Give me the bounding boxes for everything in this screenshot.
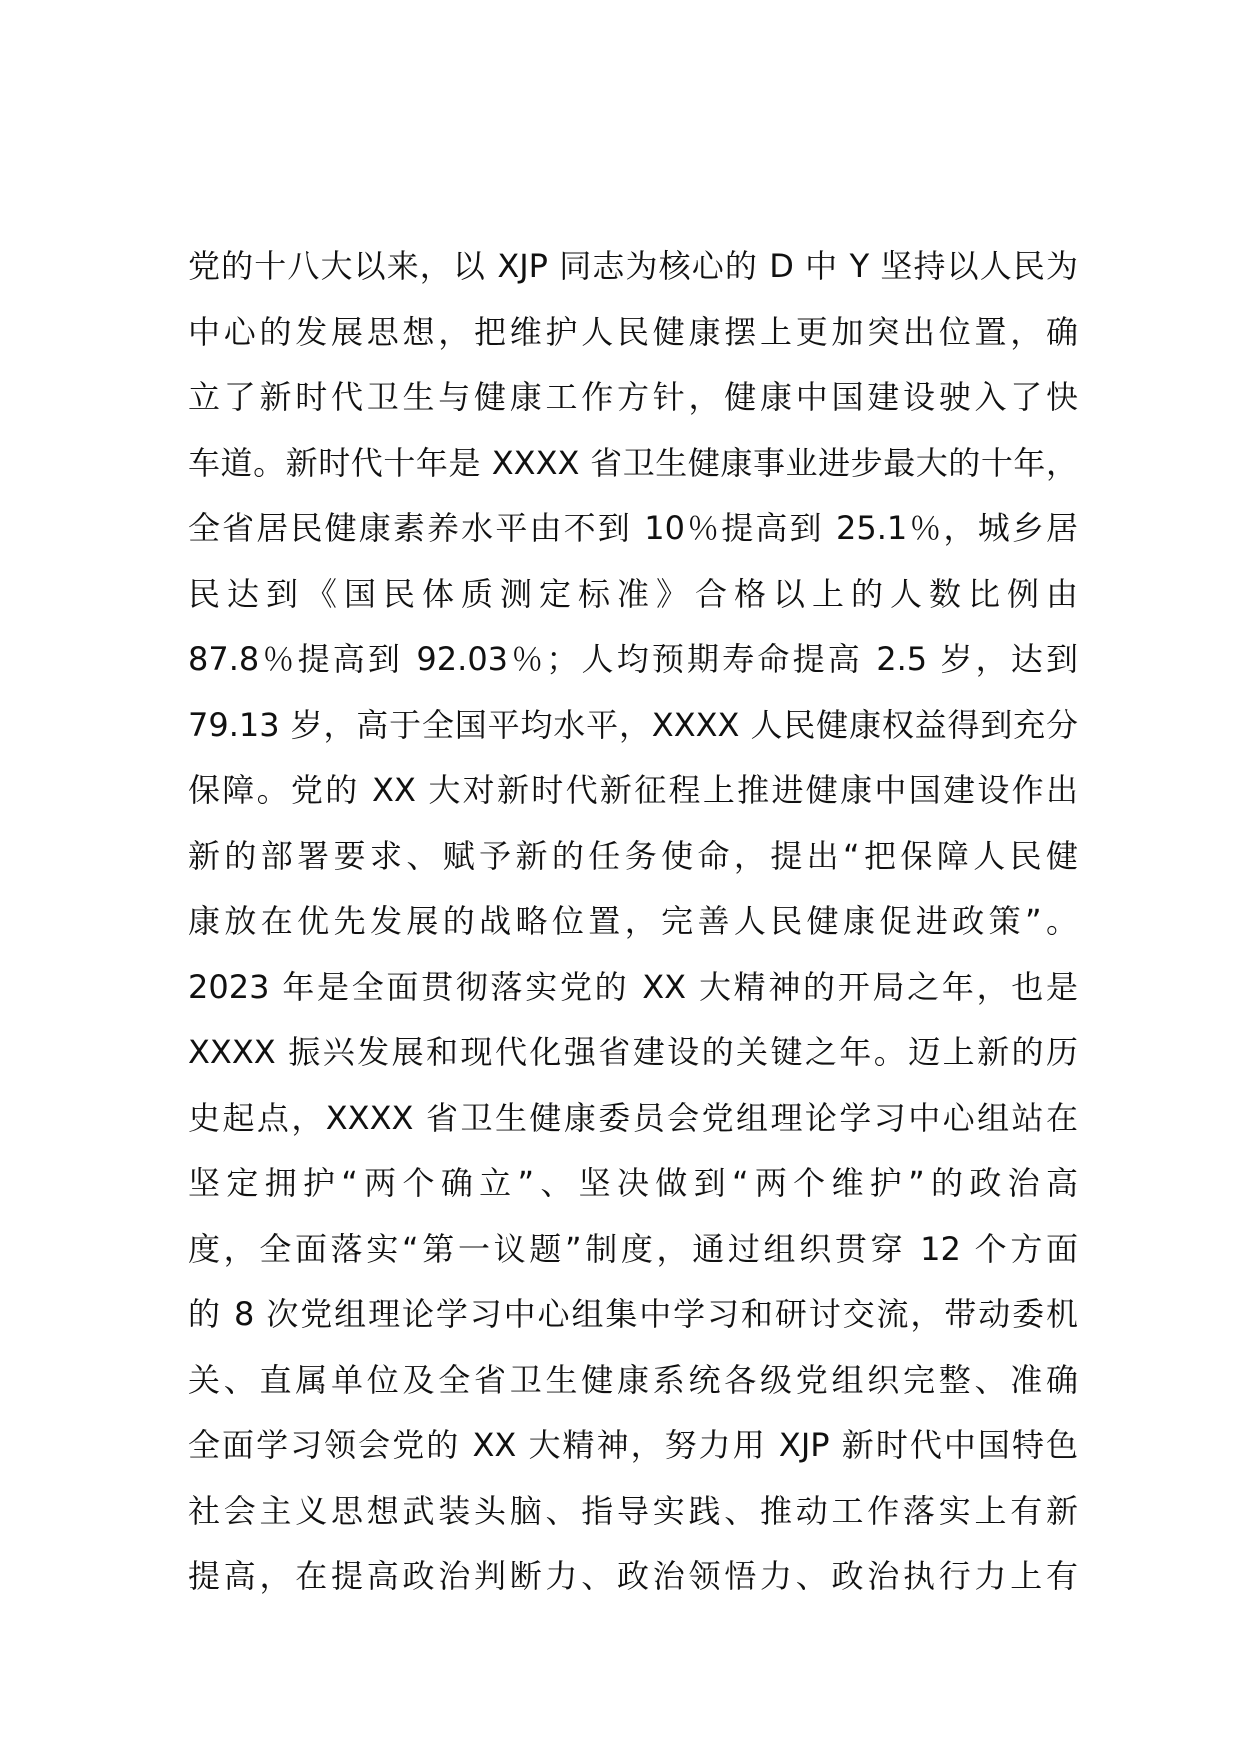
text-line: 保障。党的 XX 大对新时代新征程上推进健康中国建设作出 — [188, 771, 1078, 809]
text-line: 全面学习领会党的 XX 大精神，努力用 XJP 新时代中国特色 — [188, 1426, 1078, 1464]
text-line: 新的部署要求、赋予新的任务使命，提出“把保障人民健 — [188, 836, 1078, 875]
text-line: 2023 年是全面贯彻落实党的 XX 大精神的开局之年，也是 — [188, 967, 1078, 1006]
text-line: 87.8％提高到 92.03％；人均预期寿命提高 2.5 岁，达到 — [188, 640, 1078, 678]
text-line: 史起点，XXXX 省卫生健康委员会党组理论学习中心组站在 — [188, 1098, 1078, 1137]
text-line: 提高，在提高政治判断力、政治领悟力、政治执行力上有 — [188, 1557, 1078, 1595]
text-line: 党的十八大以来，以 XJP 同志为核心的 D 中 Y 坚持以人民为 — [188, 247, 1078, 285]
text-line: 79.13 岁，高于全国平均水平，XXXX 人民健康权益得到充分 — [188, 705, 1078, 744]
text-line: 的 8 次党组理论学习中心组集中学习和研讨交流，带动委机 — [188, 1295, 1078, 1333]
text-line: 车道。新时代十年是 XXXX 省卫生健康事业进步最大的十年， — [188, 443, 1078, 482]
text-line: 社会主义思想武装头脑、指导实践、推动工作落实上有新 — [188, 1491, 1078, 1530]
text-line: 度，全面落实“第一议题”制度，通过组织贯穿 12 个方面 — [188, 1229, 1078, 1268]
text-line: 关、直属单位及全省卫生健康系统各级党组织完整、准确 — [188, 1360, 1078, 1399]
text-line: 中心的发展思想，把维护人民健康摆上更加突出位置，确 — [188, 312, 1078, 351]
text-line: 康放在优先发展的战略位置，完善人民健康促进政策”。 — [188, 902, 1078, 940]
text-line: 坚定拥护“两个确立”、坚决做到“两个维护”的政治高 — [188, 1164, 1078, 1202]
text-line: XXXX 振兴发展和现代化强省建设的关键之年。迈上新的历 — [188, 1033, 1078, 1071]
text-line: 立了新时代卫生与健康工作方针，健康中国建设驶入了快 — [188, 378, 1078, 416]
text-line: 民达到《国民体质测定标准》合格以上的人数比例由 — [188, 574, 1078, 613]
text-line: 全省居民健康素养水平由不到 10％提高到 25.1％，城乡居 — [188, 509, 1078, 547]
body-paragraph — [188, 234, 1078, 1610]
